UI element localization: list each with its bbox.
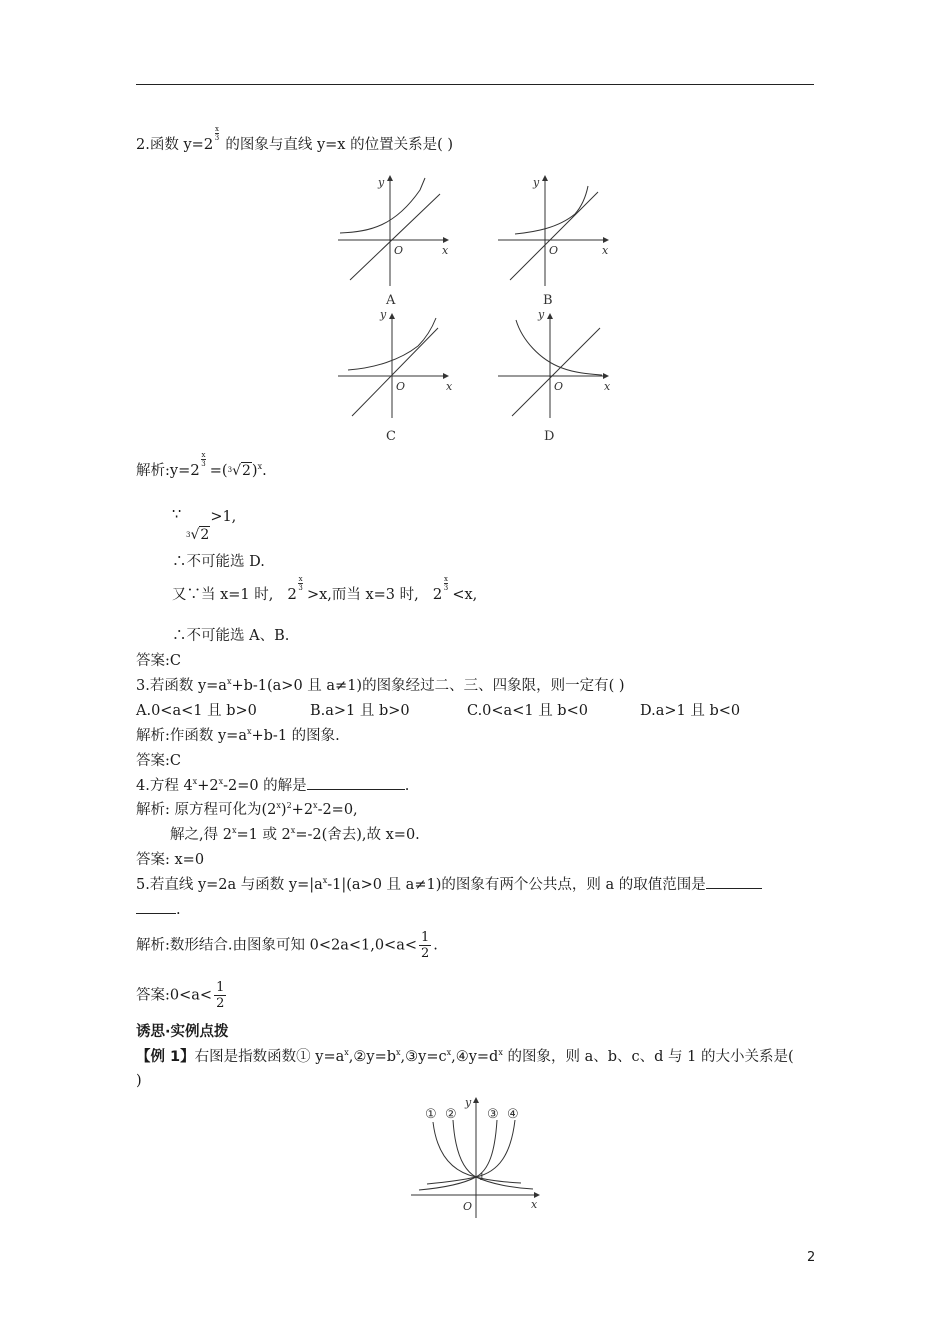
graph-c-label: C	[386, 429, 396, 443]
example-1-graph	[405, 1094, 545, 1219]
q4-answer: 答案: x=0	[136, 852, 205, 868]
graph-b-o: O	[549, 244, 559, 257]
example-1-text-line2: )	[136, 1073, 142, 1089]
q5-answer-blank	[706, 888, 762, 889]
header-rule	[136, 84, 814, 85]
q2-solution: 解析:y=2 x 3 $=(^3√2)^x$.	[136, 451, 267, 479]
q3-option-b: B.a>1 且 b>0	[310, 703, 410, 719]
graph-c-y: y	[380, 308, 387, 321]
graph-d-label: D	[544, 429, 555, 443]
graph-a-o: O	[394, 244, 404, 257]
graph-a-x: x	[442, 244, 449, 257]
curve-label-2: ②	[445, 1107, 457, 1122]
graph-d-x: x	[604, 380, 611, 393]
curve-label-1: ①	[425, 1107, 437, 1122]
q3-option-c: C.0<a<1 且 b<0	[467, 703, 588, 719]
ex1-axis-y: y	[465, 1096, 472, 1109]
curve-label-3: ③	[487, 1107, 499, 1122]
q4-solution-1: 解析: 原方程可化为$(2^x)^2+2^x-2=0$,	[136, 801, 358, 818]
q5-answer: 答案:0<a< $\frac{1}{2}$	[136, 980, 225, 1011]
q2-stem: 2.函数 y=2 x 3 的图象与直线 y=x 的位置关系是( )	[136, 125, 454, 153]
graph-a-y: y	[378, 176, 385, 189]
curve-label-4: ④	[507, 1107, 519, 1122]
q2-therefore-d: ∴不可能选 D.	[172, 554, 265, 570]
q2-because: ∵ $^3$√2>1,	[172, 507, 237, 543]
q3-answer: 答案:C	[136, 753, 181, 769]
graph-b	[498, 176, 608, 286]
graph-c-o: O	[396, 380, 406, 393]
graph-a-label: A	[386, 293, 396, 308]
q2-therefore-ab: ∴不可能选 A、B.	[172, 628, 290, 644]
q5-stem-line2: .	[136, 900, 181, 920]
q5-stem: 5.若直线 y=2a 与函数 $y=|a^x-1|(a>0$ 且 a≠1)的图象有两个公共点，则 a 的取值范围是	[136, 875, 762, 895]
ex1-origin: O	[463, 1200, 473, 1213]
q3-stem: 3.若函数 $y=a^x+b-1(a>0$ 且 a≠1)的图象经过二、三、四象限，则一定有( )	[136, 677, 625, 694]
q5-solution: 解析:数形结合.由图象可知 0<2a<1,0<a< $\frac{1}{2}$ .	[136, 930, 438, 961]
graph-d-y: y	[538, 308, 545, 321]
graph-d	[498, 314, 608, 418]
graph-a	[338, 176, 448, 286]
graph-b-y: y	[533, 176, 540, 189]
page-number: 2	[807, 1250, 816, 1265]
graph-b-label: B	[543, 293, 553, 308]
q2-also: 又∵当 x=1 时, 2 x 3 >x,而当 x=3 时, 2 x 3 <x,	[172, 575, 478, 603]
q4-solution-2: 解之,得 $2^x=1$ 或 $2^x=-2$(舍去),故 x=0.	[170, 826, 420, 843]
ex1-one: 1	[479, 1173, 485, 1183]
graph-c	[338, 314, 448, 418]
example-1-text: 【例 1】右图是指数函数① $y=a^x,②y=b^x,③y=c^x,④y=d^x$ 的图象，则 a、b、c、d 与 1 的大小关系是(	[136, 1048, 794, 1065]
q2-option-graphs	[330, 168, 620, 443]
graph-b-x: x	[602, 244, 609, 257]
q4-stem: 4.方程 $4^x+2^x-2=0$ 的解是 .	[136, 777, 410, 794]
graph-d-o: O	[554, 380, 564, 393]
q3-solution: 解析:作函数 $y=a^x+b-1$ 的图象.	[136, 727, 340, 744]
graph-c-x: x	[446, 380, 453, 393]
section-title: 诱思·实例点拨	[136, 1024, 229, 1040]
q2-answer: 答案:C	[136, 653, 181, 669]
q3-option-a: A.0<a<1 且 b>0	[136, 703, 257, 719]
ex1-axis-x: x	[531, 1198, 538, 1211]
q2-power: 2 x 3	[203, 125, 220, 153]
q4-answer-blank	[307, 789, 405, 790]
q3-option-d: D.a>1 且 b<0	[640, 703, 741, 719]
